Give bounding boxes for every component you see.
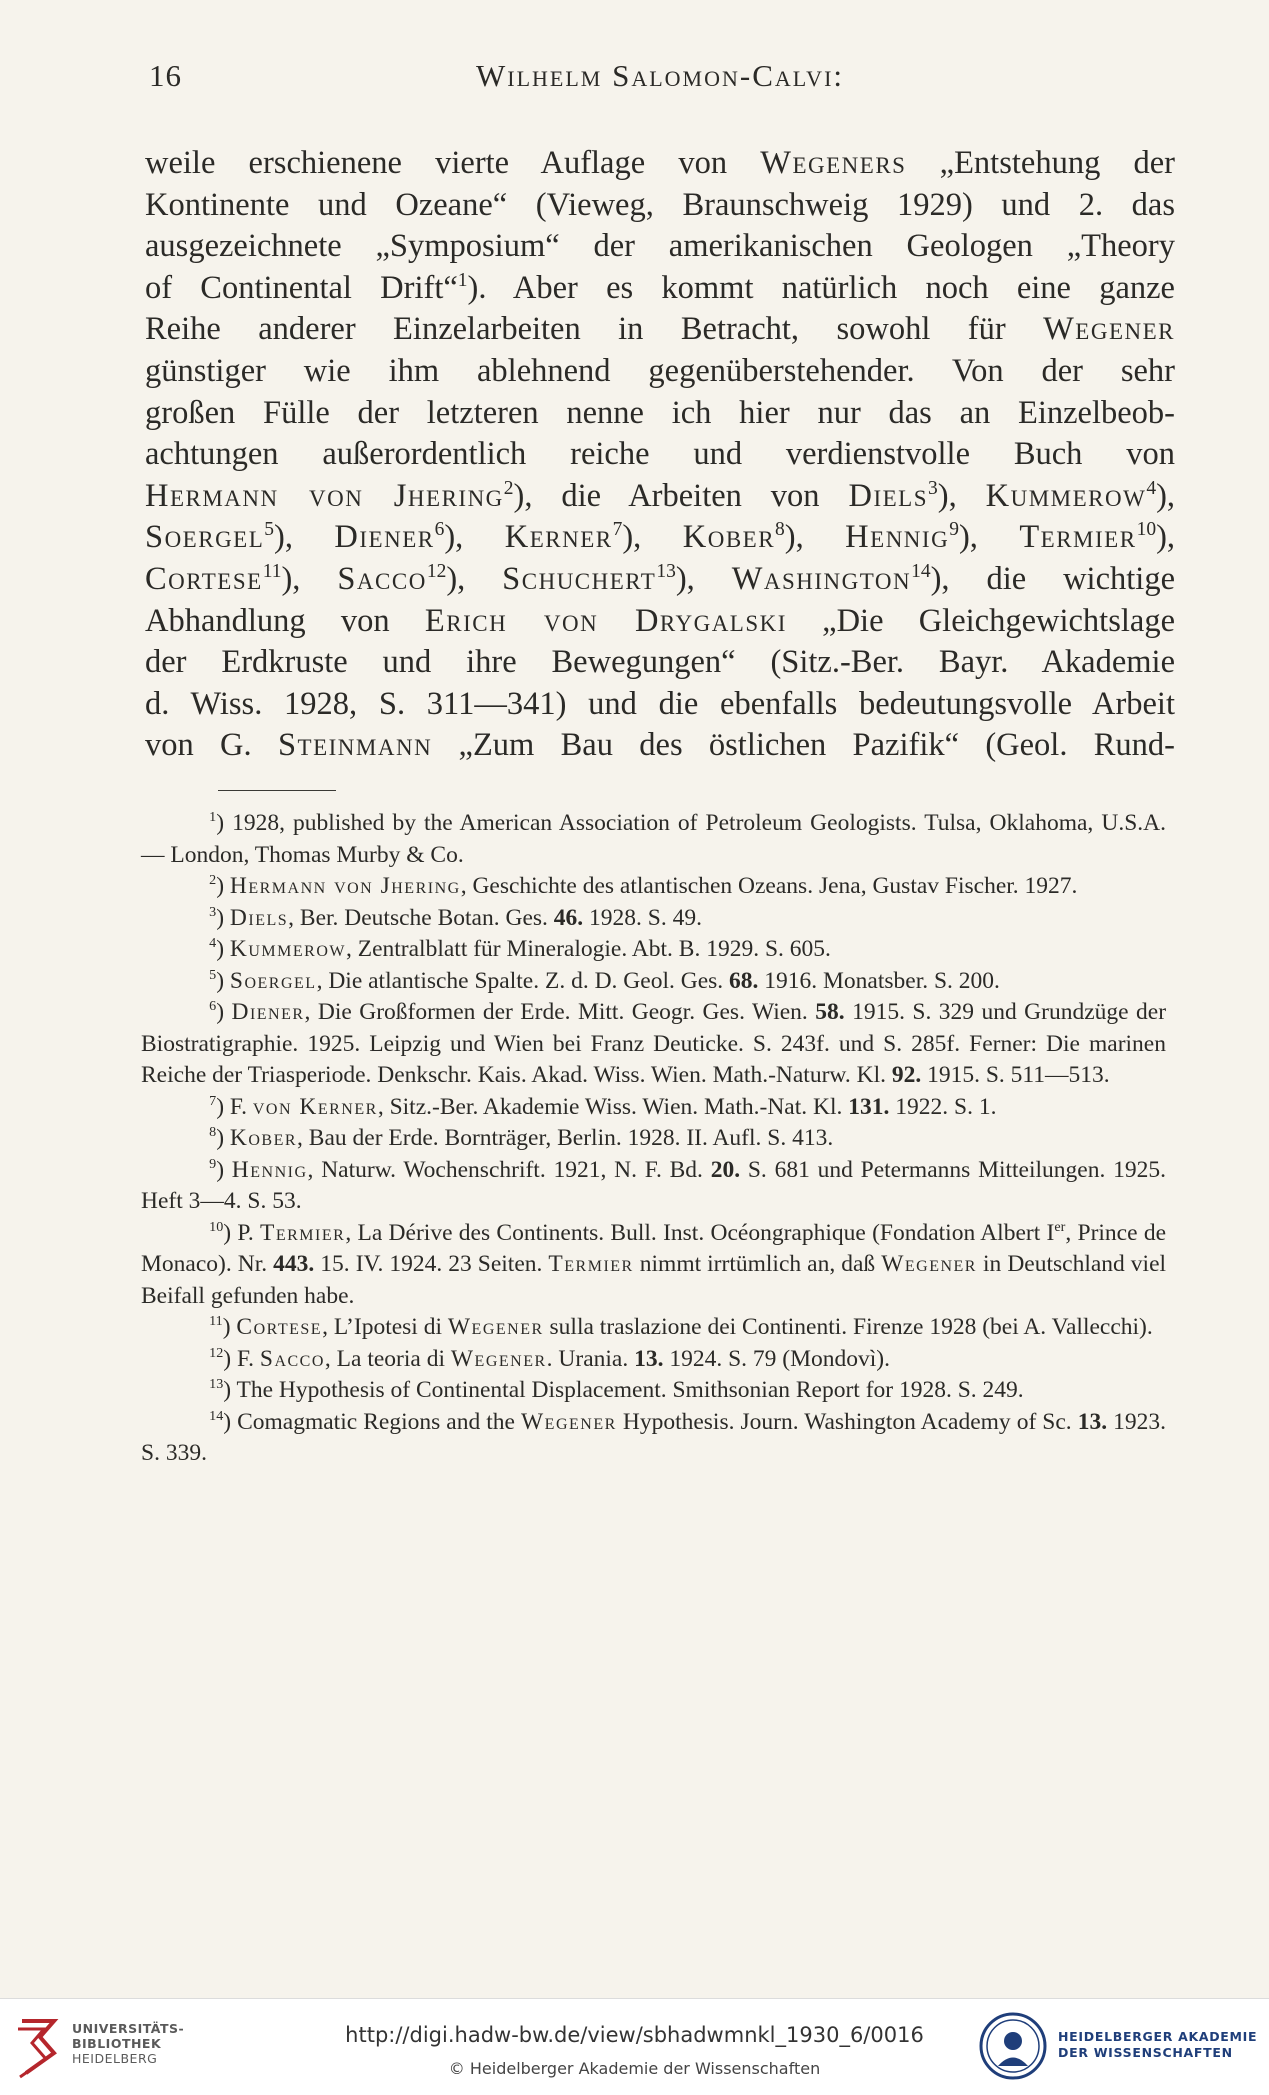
- footnote-ref: 1: [457, 269, 468, 291]
- text-line: Reihe anderer Einzelarbeiten in Betracht, sowohl für Wegener: [145, 311, 1175, 348]
- footnote-5: $^5$) Soergel, Die atlantische Spalte. Z. d. D. Geol. Ges. 68. 1916. Monatsber. S. 200.: [209, 966, 1000, 994]
- body-paragraph: [145, 143, 1175, 767]
- text-line: von G. Steinmann „Zum Bau des östlichen Pazifik“ (Geol. Rund-: [145, 727, 1176, 764]
- footnote-8: $^8$) Kober, Bau der Erde. Bornträger, Berlin. 1928. II. Aufl. S. 413.: [209, 1124, 834, 1151]
- footnote-4: $^4$) Kummerow, Zentralblatt für Mineralogie. Abt. B. 1929. S. 605.: [209, 935, 831, 962]
- page-number: 16: [149, 58, 182, 93]
- footnote-1: $^1$) 1928, published by the American Association of Petroleum Geologists. Tulsa, Oklahoma, U.S.A. — London, Thomas Murby & Co.: [141, 809, 1166, 868]
- footnote-2: $^2$) Hermann von Jhering, Geschichte des atlantischen Ozeans. Jena, Gustav Fischer. 1927.: [209, 872, 1078, 899]
- text-line: d. Wiss. 1928, S. 311—341) und die ebenfalls bedeutungsvolle Arbeit: [145, 685, 1175, 722]
- academy-name: HEIDELBERGER AKADEMIE DER WISSENSCHAFTEN: [1058, 2029, 1258, 2060]
- university-library-name: UNIVERSITÄTS- BIBLIOTHEK HEIDELBERG: [72, 2021, 185, 2066]
- copyright-notice: © Heidelberger Akademie der Wissenschaften: [448, 2059, 821, 2078]
- text-line: günstiger wie ihm ablehnend gegenüberstehender. Von der sehr: [145, 352, 1175, 389]
- text-line: ausgezeichnete „Symposium“ der amerikanischen Geologen „Theory: [145, 228, 1175, 265]
- footnote-3: $^3$) Diels, Ber. Deutsche Botan. Ges. 46. 1928. S. 49.: [209, 903, 702, 931]
- permalink-url[interactable]: http://digi.hadw-bw.de/view/sbhadwmnkl_1930_6/0016: [345, 2023, 924, 2047]
- text-line: weile erschienene vierte Auflage von Wegeners „Entstehung der: [145, 145, 1175, 181]
- running-head: [145, 58, 1175, 108]
- text-line: Soergel$^5$), Diener$^6$), Kerner$^7$), Kober$^8$), Hennig$^9$), Termier$^{10}$),: [145, 519, 1176, 556]
- footnote-12: $^{12}$) F. Sacco, La teoria di Wegener. Urania. 13. 1924. S. 79 (Mondovì).: [209, 1344, 890, 1372]
- text-line: der Erdkruste und ihre Bewegungen“ (Sitz.-Ber. Bayr. Akademie: [145, 644, 1175, 681]
- running-title: Wilhelm Salomon-Calvi:: [475, 58, 845, 93]
- footnote-14: $^{14}$) Comagmatic Regions and the Wegener Hypothesis. Journ. Washington Academy of Sc. 13. 1923. S. 339.: [141, 1407, 1167, 1466]
- footnote-separator: [218, 790, 336, 791]
- text-line: Cortese$^{11}$), Sacco$^{12}$), Schuchert$^{13}$), Washington$^{14}$), die wichtige: [145, 560, 1175, 597]
- text-line: achtungen außerordentlich reiche und verdienstvolle Buch von: [145, 436, 1175, 473]
- footnote-7: $^7$) F. von Kerner, Sitz.-Ber. Akademie Wiss. Wien. Math.-Nat. Kl. 131. 1922. S. 1.: [209, 1092, 997, 1120]
- footnote-6: $^6$) Diener, Die Großformen der Erde. Mitt. Geogr. Ges. Wien. 58. 1915. S. 329 und Grundzüge der Biostratigraphie. 1925. Leipzig und Wien bei Franz Deuticke. S. 243f. und S. 285f. Ferner: Die marinen Reiche der Triasperiode. Denkschr. Kais. Akad. Wiss. Wien. Math.-Naturw. Kl. 92. 1915. S. 511—513.: [141, 998, 1167, 1088]
- footnote-10: $^{10}$) P. Termier, La Dérive des Continents. Bull. Inst. Océongraphique (Fondation Albert Ier, Prince de Monaco). Nr. 443. 15. IV. 1924. 23 Seiten. Termier nimmt irrtümlich an, daß Wegener in Deutschland viel Beifall gefunden habe.: [141, 1218, 1167, 1309]
- text-line: of Continental Drift“$^1$). Aber es kommt natürlich noch eine ganze: [145, 269, 1175, 306]
- academy-seal-icon: [978, 2011, 1048, 2081]
- footnote-9: $^9$) Hennig, Naturw. Wochenschrift. 1921, N. F. Bd. 20. S. 681 und Petermanns Mitteilungen. 1925. Heft 3—4. S. 53.: [141, 1155, 1166, 1214]
- text-line: Abhandlung von Erich von Drygalski „Die Gleichgewichtslage: [145, 602, 1175, 639]
- footnote-11: $^{11}$) Cortese, L’Ipotesi di Wegener sulla traslazione dei Continenti. Firenze 1928 (bei A. Vallecchi).: [209, 1313, 1153, 1340]
- text-line: Kontinente und Ozeane“ (Vieweg, Braunschweig 1929) und 2. das: [145, 186, 1175, 223]
- text-line: Hermann von Jhering$^2$), die Arbeiten von Diels$^3$), Kummerow$^4$),: [145, 477, 1176, 514]
- viewer-footer: [0, 1998, 1269, 2095]
- text-line: großen Fülle der letzteren nenne ich hier nur das an Einzelbeob-: [145, 394, 1175, 431]
- footnotes: [141, 808, 1166, 1470]
- footnote-13: $^{13}$) The Hypothesis of Continental Displacement. Smithsonian Report for 1928. S. 249.: [209, 1376, 1024, 1403]
